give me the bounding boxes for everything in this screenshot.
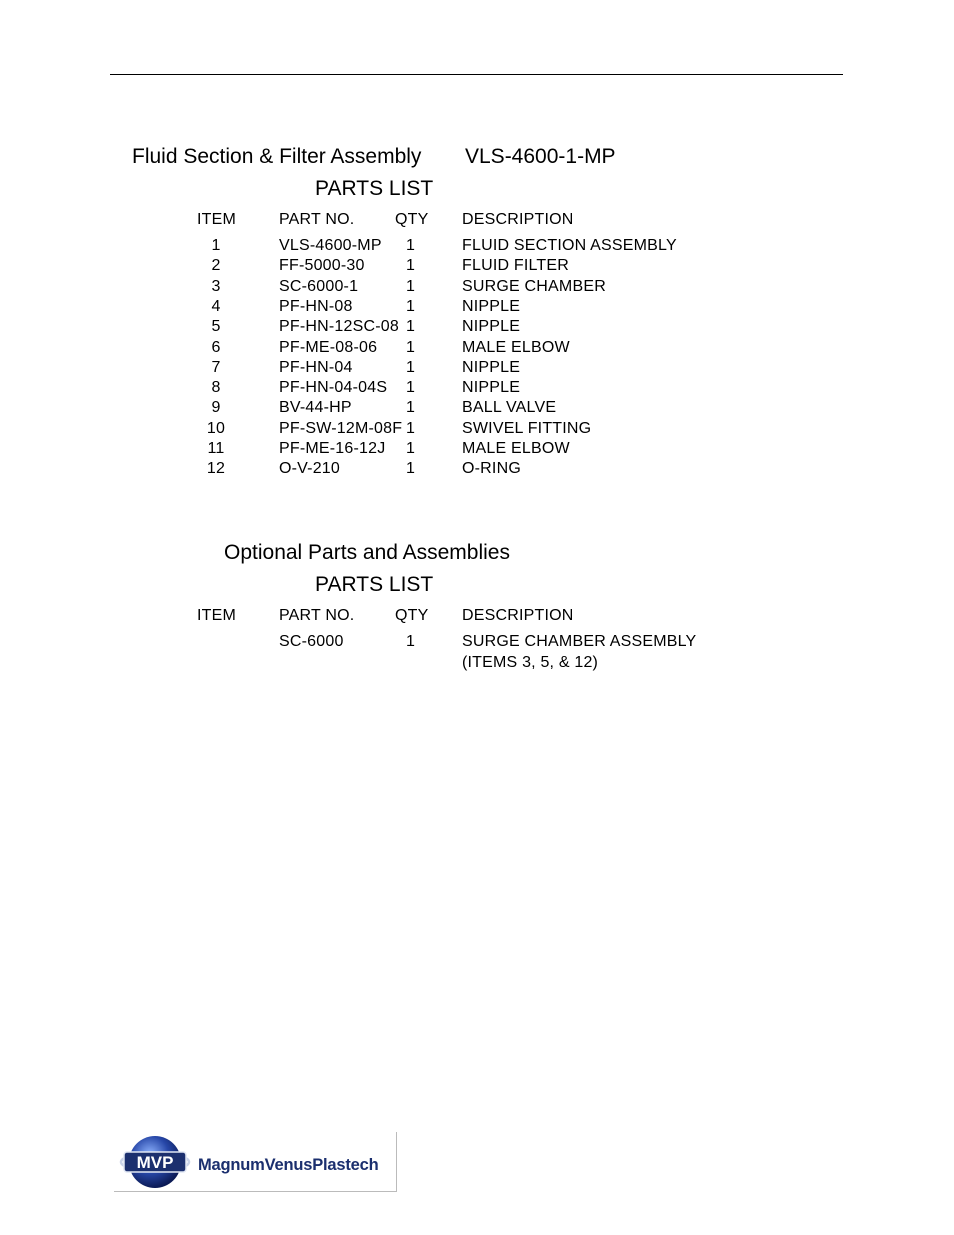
table-cell-part: BV-44-HP [279, 399, 352, 417]
optional-part-no: SC-6000 [279, 633, 344, 650]
table-cell-desc: NIPPLE [462, 379, 521, 397]
table-cell-desc: FLUID SECTION ASSEMBLY [462, 237, 677, 254]
parts-list-heading: PARTS LIST [315, 177, 434, 200]
table-cell-item: 1 [211, 237, 221, 254]
optional-description: SURGE CHAMBER ASSEMBLY [462, 633, 697, 650]
column-header-description: DESCRIPTION [462, 211, 574, 228]
table-cell-qty: 1 [406, 460, 416, 478]
table-cell-part: PF-HN-12SC-08 [279, 318, 399, 336]
table-cell-part: PF-ME-08-06 [279, 338, 378, 356]
table-cell-desc: NIPPLE [462, 358, 521, 376]
table-cell-part: O-V-210 [279, 460, 340, 478]
column-header-part-no: PART NO. [279, 211, 355, 228]
header-rule [110, 74, 843, 75]
table-cell-qty: 1 [406, 440, 416, 457]
optional-parts-list-heading: PARTS LIST [315, 573, 434, 596]
table-cell-item: 4 [211, 297, 221, 315]
table-cell-item: 6 [211, 338, 221, 356]
table-cell-part: PF-ME-16-12J [279, 440, 386, 457]
table-cell-desc: MALE ELBOW [462, 440, 570, 457]
table-cell-qty: 1 [406, 297, 416, 315]
table-cell-item: 9 [211, 399, 221, 417]
column-header-part-no: PART NO. [279, 607, 355, 624]
table-cell-item: 10 [206, 419, 226, 437]
table-cell-qty: 1 [406, 419, 416, 437]
table-cell-qty: 1 [406, 399, 416, 417]
optional-qty: 1 [406, 633, 416, 650]
table-cell-desc: SURGE CHAMBER [462, 277, 606, 295]
table-cell-item: 11 [207, 440, 225, 457]
table-cell-qty: 1 [406, 277, 416, 295]
table-cell-qty: 1 [406, 338, 416, 356]
table-cell-qty: 1 [406, 257, 416, 275]
column-header-item: ITEM [197, 607, 237, 624]
table-cell-item: 7 [211, 358, 221, 376]
table-cell-item: 2 [211, 257, 221, 275]
table-cell-part: PF-HN-04 [279, 358, 353, 376]
table-cell-part: FF-5000-30 [279, 257, 365, 275]
optional-section-title: Optional Parts and Assemblies [224, 541, 510, 564]
table-cell-qty: 1 [406, 379, 416, 397]
table-cell-part: PF-HN-04-04S [279, 379, 388, 397]
section-title: Fluid Section & Filter Assembly [132, 145, 422, 168]
table-cell-desc: SWIVEL FITTING [462, 419, 592, 437]
table-cell-desc: NIPPLE [462, 318, 521, 336]
table-cell-desc: FLUID FILTER [462, 257, 570, 275]
table-cell-qty: 1 [406, 358, 416, 376]
optional-description-note: (ITEMS 3, 5, & 12) [462, 654, 599, 671]
table-cell-item: 5 [211, 318, 221, 336]
table-cell-item: 8 [211, 379, 221, 397]
table-cell-qty: 1 [406, 318, 416, 336]
table-cell-desc: BALL VALVE [462, 399, 557, 417]
column-header-description: DESCRIPTION [462, 607, 574, 624]
mvp-globe-icon [114, 1132, 198, 1191]
table-cell-item: 3 [211, 277, 221, 295]
table-cell-item: 12 [206, 460, 226, 478]
table-cell-part: SC-6000-1 [279, 277, 359, 295]
logo-mark-text: MVP [136, 1153, 174, 1172]
logo-wordmark: MagnumVenusPlastech [198, 1156, 379, 1174]
column-header-qty: QTY [395, 607, 429, 624]
column-header-qty: QTY [395, 211, 429, 228]
model-number: VLS-4600-1-MP [465, 145, 616, 168]
table-cell-part: VLS-4600-MP [279, 237, 382, 254]
table-cell-desc: MALE ELBOW [462, 338, 570, 356]
column-header-item: ITEM [197, 211, 237, 228]
company-logo [114, 1132, 397, 1192]
table-cell-desc: O-RING [462, 460, 521, 478]
table-cell-qty: 1 [406, 237, 416, 254]
table-cell-part: PF-SW-12M-08F [279, 419, 403, 437]
table-cell-desc: NIPPLE [462, 297, 521, 315]
table-cell-part: PF-HN-08 [279, 297, 353, 315]
